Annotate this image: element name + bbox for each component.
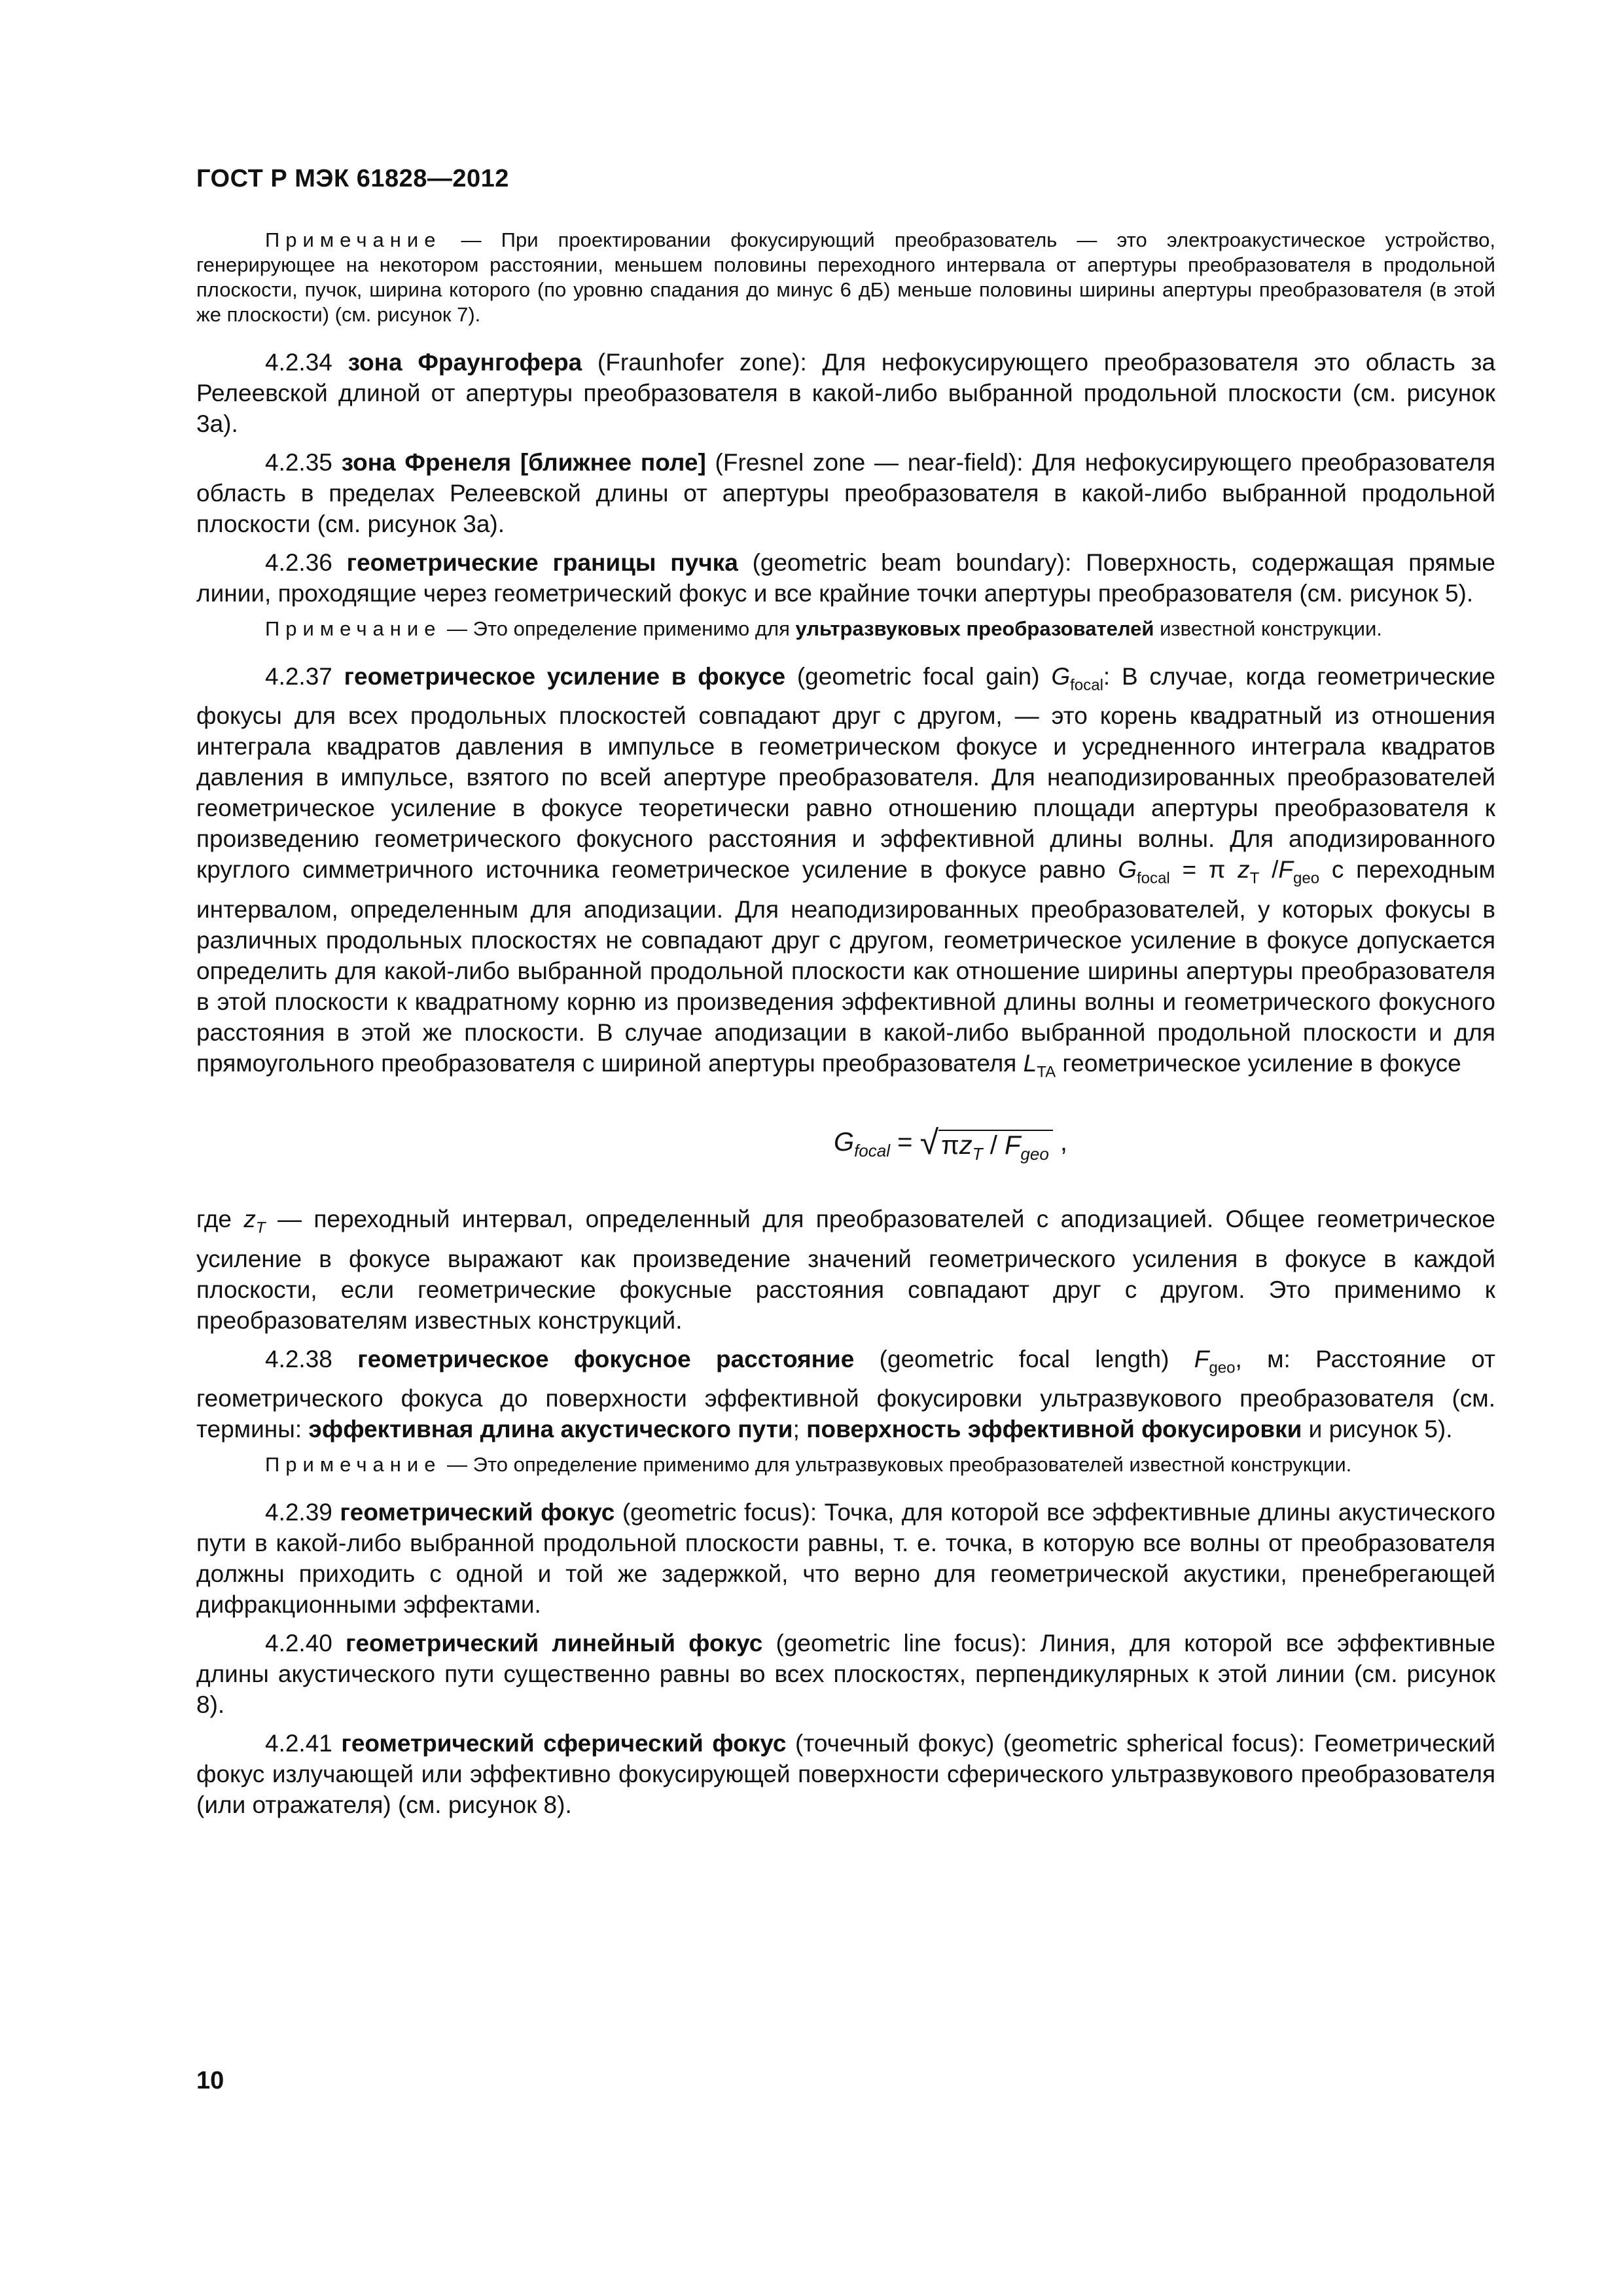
- entry-number: 4.2.39: [265, 1498, 340, 1526]
- entry-number: 4.2.37: [265, 663, 344, 690]
- formula-z-sub: T: [972, 1144, 983, 1164]
- entry-definition-3: с переходным интервалом, определенным для аподизации. Для неаподизированных преобразователей, у которых фокусы в различных продольных плоскостях не совпадают друг с другом, геометрическое усиление в фокусе допускается определить для какой-либо выбранной продольной плоскости как отношение ширины апертуры преобразователя в этой плоскости к квадратному корню из произведения эффективной длины волны и геометрического фокусного расстояния в этой же плоскости. В случае аподизации в какой-либо выбранной продольной плоскости и для прямоугольного преобразователя с шириной апертуры преобразователя: [196, 856, 1495, 1077]
- entry-number: 4.2.41: [265, 1729, 342, 1757]
- entry-4-2-39: [196, 1497, 1495, 1620]
- inline-eq-g-sub: focal: [1136, 869, 1170, 888]
- ref-term-1: эффективная длина акустического пути: [308, 1415, 793, 1443]
- note-beam-boundary: [196, 617, 1495, 641]
- entry-definition-2: , м: Расстояние от геометрического фокуса до поверхности эффективной фокусировки ультразвукового преобразователя (см. термины:: [196, 1345, 1496, 1443]
- note-design: [196, 228, 1495, 327]
- ref-term-2: поверхность эффективной фокусировки: [806, 1415, 1302, 1443]
- note-label: Примечание: [265, 228, 442, 251]
- entry-definition-4: геометрическое усиление в фокусе: [1056, 1049, 1461, 1077]
- symbol-l: L: [1023, 1049, 1037, 1077]
- sqrt-sign-icon: √: [919, 1124, 939, 1162]
- entry-definition: (geometric focal gain): [785, 663, 1052, 690]
- inline-eq-z-sub: T: [1249, 869, 1260, 888]
- entry-4-2-41: [196, 1728, 1495, 1820]
- note-bold-term: ультразвуковых преобразователей: [795, 617, 1154, 640]
- formula-comma: ,: [1052, 1128, 1068, 1157]
- note-text: — Это определение применимо для: [441, 617, 796, 640]
- entry-number: 4.2.35: [265, 449, 342, 476]
- symbol-f-sub: geo: [1209, 1358, 1236, 1376]
- where-lead: где: [196, 1206, 244, 1233]
- document-body: [196, 223, 1495, 1828]
- document-page: [196, 0, 1495, 2296]
- entry-number: 4.2.34: [265, 349, 348, 376]
- formula-f: F: [1004, 1131, 1021, 1160]
- inline-eq-mid: = π: [1169, 856, 1238, 884]
- entry-number: 4.2.40: [265, 1629, 346, 1657]
- formula-equals: =: [890, 1128, 920, 1157]
- symbol-f: F: [1194, 1345, 1209, 1372]
- where-text: — переходный интервал, определенный для преобразователей с аподизацией. Общее геометрическое усиление в фокусе выражают как произведение значений геометрического усиления в фокусе в каждой плоскости, если геометрические фокусные расстояния совпадают друг с другом. Это применимо к преобразователям известных конструкций.: [196, 1206, 1496, 1334]
- inline-eq-g: G: [1118, 856, 1137, 884]
- entry-term: геометрический фокус: [340, 1498, 615, 1526]
- note-focal-length: [196, 1452, 1495, 1477]
- symbol-g-sub: focal: [1070, 676, 1103, 694]
- formula-pi: π: [941, 1131, 959, 1160]
- note-text: — При проектировании фокусирующий преобразователь — это электроакустическое устройство, генерирующее на некотором расстоянии, меньшем половины переходного интервала от апертуры преобразователя в продольной плоскости, пучок, ширина которого (по уровню спадания до минус 6 дБ) меньше половины ширины апертуры преобразователя (в этой же плоскости) (см. рисунок 7).: [196, 228, 1495, 326]
- entry-definition-3: и рисунок 5).: [1302, 1415, 1453, 1443]
- entry-definition: (точечный фокус) (geometric spherical focus): Геометрический фокус излучающей или эффективно фокусирующей поверхности сферического ультразвукового преобразователя (или отражателя) (см. рисунок 8).: [196, 1729, 1495, 1818]
- entry-definition-2: : В случае, когда геометрические фокусы для всех продольных плоскостей совпадают друг с другом, — это корень квадратный из отношения интеграла квадратов давления в импульсе в геометрическом фокусе и усредненного интеграла квадратов давления в импульсе, взятого по всей апертуре преобразователя. Для неаподизированных преобразователей геометрическое усиление в фокусе теоретически равно отношению площади апертуры преобразователя к произведению геометрического фокусного расстояния и эффективной длины волны. Для аподизированного круглого симметричного источника геометрическое усиление в фокусе равно: [196, 663, 1495, 884]
- inline-eq-slash: /: [1259, 856, 1279, 884]
- entry-term: геометрический линейный фокус: [346, 1629, 763, 1657]
- ref-separator: ;: [793, 1415, 807, 1443]
- symbol-g: G: [1051, 663, 1071, 690]
- entry-number: 4.2.36: [265, 549, 347, 576]
- sqrt-radicand: [938, 1130, 1053, 1164]
- entry-4-2-37: [196, 661, 1495, 1087]
- entry-term: зона Фраунгофера: [348, 349, 582, 376]
- entry-term: геометрические границы пучка: [346, 549, 738, 576]
- entry-4-2-35: [196, 447, 1495, 539]
- formula-z: z: [959, 1131, 972, 1160]
- note-text: — Это определение применимо для ультразвуковых преобразователей известной конструкции.: [441, 1452, 1352, 1476]
- entry-4-2-34: [196, 347, 1495, 439]
- formula-f-sub: geo: [1020, 1144, 1049, 1164]
- where-z: z: [243, 1206, 256, 1233]
- entry-4-2-40: [196, 1628, 1495, 1720]
- entry-definition: (geometric focal length): [854, 1345, 1194, 1372]
- note-text-end: известной конструкции.: [1154, 617, 1382, 640]
- where-clause: [196, 1204, 1495, 1335]
- symbol-l-sub: TA: [1037, 1063, 1056, 1081]
- entry-definition: (geometric focus): Точка, для которой все эффективные длины акустического пути в какой-либо выбранной продольной плоскости равны, т. е. точка, в которую все волны от преобразователя должны приходить с одной и той же задержкой, что верно для геометрической акустики, пренебрегающей дифракционными эффектами.: [196, 1498, 1495, 1618]
- where-z-sub: T: [255, 1219, 266, 1237]
- formula-slash: /: [982, 1131, 1005, 1160]
- formula-geometric-gain: [406, 1123, 1495, 1164]
- inline-eq-f-sub: geo: [1293, 869, 1320, 888]
- inline-eq-f: F: [1278, 856, 1294, 884]
- entry-number: 4.2.38: [265, 1345, 358, 1372]
- entry-term: геометрическое фокусное расстояние: [357, 1345, 855, 1372]
- note-label: Примечание: [265, 1452, 442, 1476]
- entry-term: геометрическое усиление в фокусе: [344, 663, 786, 690]
- formula-g: G: [833, 1128, 855, 1157]
- page-number: 10: [196, 2067, 224, 2094]
- document-header: ГОСТ Р МЭК 61828—2012: [196, 165, 509, 192]
- entry-4-2-36: [196, 547, 1495, 609]
- square-root: [920, 1123, 1053, 1164]
- formula-g-sub: focal: [854, 1141, 890, 1161]
- entry-term: геометрический сферический фокус: [341, 1729, 787, 1757]
- entry-definition: (Fresnel zone — near-field): Для нефокусирующего преобразователя область в пределах Релеевской длины от апертуры преобразователя в какой-либо выбранной продольной плоскости (см. рисунок 3а).: [196, 449, 1495, 537]
- inline-eq-z: z: [1238, 856, 1250, 884]
- entry-4-2-38: [196, 1344, 1495, 1444]
- entry-definition: (geometric beam boundary): Поверхность, содержащая прямые линии, проходящие через геометрический фокус и все крайние точки апертуры преобразователя (см. рисунок 5).: [196, 549, 1496, 607]
- entry-term: зона Френеля [ближнее поле]: [341, 449, 706, 476]
- note-label: Примечание: [265, 617, 442, 640]
- entry-definition: (Fraunhofer zone): Для нефокусирующего преобразователя это область за Релеевской длиной от апертуры преобразователя в какой-либо выбранной продольной плоскости (см. рисунок 3а).: [196, 349, 1495, 437]
- entry-definition: (geometric line focus): Линия, для которой все эффективные длины акустического пути существенно равны во всех плоскостях, перпендикулярных к этой линии (см. рисунок 8).: [196, 1629, 1495, 1718]
